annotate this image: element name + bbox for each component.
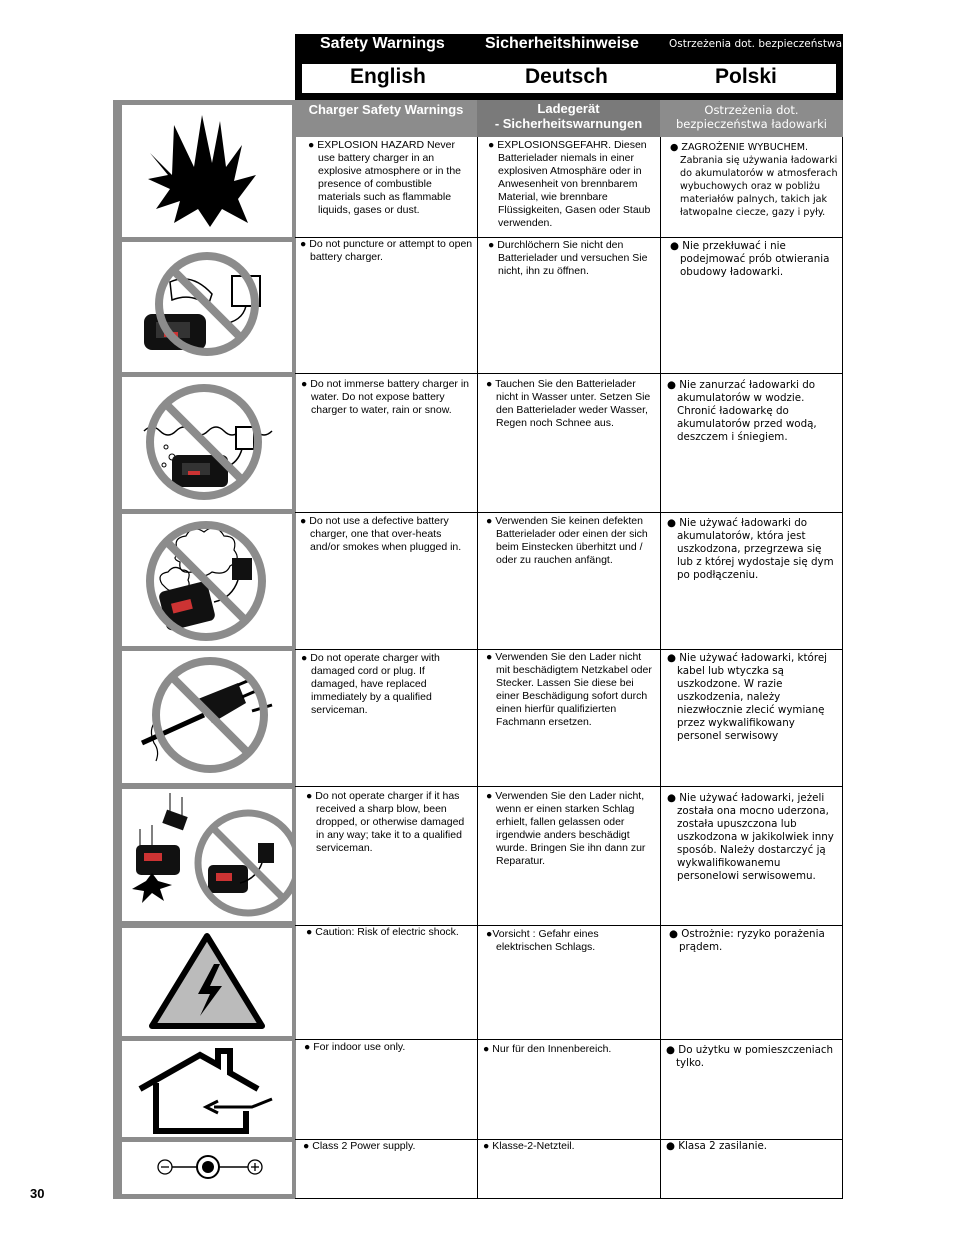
page-number: 30	[30, 1186, 45, 1201]
icon-column	[113, 100, 296, 1199]
warning-text-de: ● Durchlöchern Sie nicht den Batterielader und versuchen Sie nicht, ihn zu öffnen.	[488, 239, 648, 277]
table-bottom-border	[295, 1198, 843, 1199]
row-divider	[295, 373, 843, 374]
header-titles	[295, 34, 843, 56]
warning-text-de: ● Klasse-2-Netzteil.	[483, 1140, 575, 1152]
explosion-icon	[122, 105, 292, 237]
safety-table	[295, 100, 843, 1199]
warning-text-de: ●Vorsicht : Gefahr eines elektrischen Schlags.	[486, 928, 599, 953]
warning-text-pl: ● Nie używać ładowarki do akumulatorów, która jest uszkodzona, przegrzewa się lub z której wydostaje się dym po podłączeniu.	[667, 517, 834, 581]
warning-text-de: ● EXPLOSIONSGEFAHR. Diesen Batterielader niemals in einer explosiven Atmosphäre oder in Anwesenheit von brennbarem Material, wie brennbare Flüssigkeiten, Gasen oder Staub verwenden.	[488, 139, 651, 229]
warning-text-de: ● Verwenden Sie den Lader nicht mit beschädigtem Netzkabel oder Stecker. Lassen Sie diese bei einer Beschädigung sofort durch einen hierfür qualifizierten Fachmann ersetzen.	[486, 651, 652, 728]
row-divider	[295, 512, 843, 513]
column-header-german: Ladegerät - Sicherheitswarnungen	[477, 100, 660, 137]
warning-text-pl: ● Nie używać ładowarki, jeżeli została ona mocno uderzona, została upuszczona lub uszkodzona w jakikolwiek inny sposób. Należy dostarczyć ją wykwalifikowanemu personelowi serwisowemu.	[667, 792, 834, 882]
no-damaged-plug-icon	[122, 651, 292, 783]
warning-text-pl: ● Nie używać ładowarki, której kabel lub wtyczka są uszkodzone. W razie uszkodzenia, należy niezwłocznie zlecić wymianę przez wykwalifikowany personel serwisowy	[667, 652, 828, 742]
warning-text-pl: ● Klasa 2 zasilanie.	[666, 1140, 768, 1152]
language-polish: Polski	[715, 65, 777, 88]
warning-text-de: ● Nur für den Innenbereich.	[483, 1043, 612, 1055]
section-header	[295, 34, 843, 100]
column-header-english: Charger Safety Warnings	[295, 100, 477, 137]
warning-text-de: ● Verwenden Sie keinen defekten Batterielader oder einen der sich beim Einstecken überhitzt und / oder zu rauchen anfängt.	[486, 515, 648, 566]
language-english: English	[350, 65, 426, 88]
warning-text-en: ● Class 2 Power supply.	[303, 1140, 416, 1152]
warning-text-pl: ● Do użytku w pomieszczeniach tylko.	[666, 1044, 834, 1069]
class-2-polarity-icon	[122, 1142, 292, 1194]
warning-text-en: ● For indoor use only.	[304, 1041, 406, 1053]
indoor-use-icon	[122, 1041, 292, 1137]
warning-text-en: ● Do not use a defective battery charger, one that over-heats and/or smokes when plugged in.	[300, 515, 462, 553]
warning-text-en: ● Do not immerse battery charger in water. Do not expose battery charger to water, rain or snow.	[301, 378, 469, 416]
column-header-polish: Ostrzeżenia dot. bezpieczeństwa ładowarki	[660, 100, 843, 137]
electric-shock-warning-icon	[122, 928, 292, 1036]
row-divider	[295, 1039, 843, 1040]
warning-text-en: ● Do not puncture or attempt to open battery charger.	[300, 238, 473, 263]
no-dropped-charger-icon	[122, 789, 292, 921]
warning-text-pl: ● Nie przekłuwać i nie podejmować prób otwierania obudowy ładowarki.	[670, 240, 830, 278]
warning-text-en: ● Do not operate charger if it has received a sharp blow, been dropped, or otherwise damaged in any way; take it to a qualified serviceman.	[306, 790, 465, 854]
warning-text-pl: ● Nie zanurzać ładowarki do akumulatorów w wodzie. Chronić ładowarkę do akumulatorów przed wodą, deszczem i śniegiem.	[667, 379, 817, 443]
language-german: Deutsch	[525, 65, 608, 88]
warning-text-de: ● Verwenden Sie den Lader nicht, wenn er einen starken Schlag erhielt, fallen gelassen oder irgendwie anders beschädigt wurde. Bringen Sie ihn dann zur Reparatur.	[486, 790, 646, 867]
title-polish: Ostrzeżenia dot. bezpieczeństwa	[669, 38, 843, 50]
warning-text-pl: ● ZAGROŻENIE WYBUCHEM. Zabrania się używania ładowarki do akumulatorów w atmosferach wybuchowych oraz w pobliżu materiałów palnych, takich jak łatwopalne ciecze, gazy i pyły.	[670, 142, 838, 218]
language-labels	[302, 64, 836, 93]
row-divider	[295, 649, 843, 650]
row-divider	[295, 786, 843, 787]
title-english: Safety Warnings	[320, 35, 445, 52]
warning-text-en: ● Do not operate charger with damaged cord or plug. If damaged, have replaced immediately by a qualified serviceman.	[301, 652, 440, 716]
no-smoking-charger-icon	[122, 514, 292, 646]
warning-text-de: ● Tauchen Sie den Batterielader nicht in Wasser unter. Setzen Sie den Batterielader weder Wasser, Regen noch Schnee aus.	[486, 378, 651, 429]
warning-text-pl: ● Ostrożnie: ryzyko porażenia prądem.	[669, 928, 825, 953]
warning-text-en: ● Caution: Risk of electric shock.	[306, 926, 459, 938]
no-puncture-charger-icon	[122, 242, 292, 372]
no-water-immersion-icon	[122, 377, 292, 509]
title-german: Sicherheitshinweise	[485, 35, 639, 52]
warning-text-en: ● EXPLOSION HAZARD Never use battery charger in an explosive atmosphere or in the presence of combustible materials such as flammable liquids, gases or dust.	[308, 139, 461, 216]
